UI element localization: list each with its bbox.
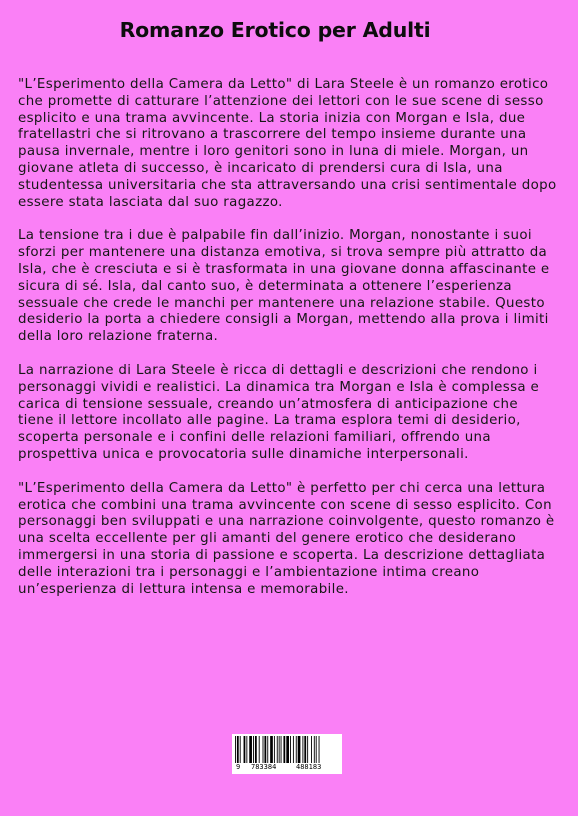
barcode-bar [319,736,320,763]
barcode-bar [267,736,268,763]
barcode-bar [298,736,301,763]
barcode-bar [240,736,241,763]
barcode-bar [255,736,257,763]
isbn-barcode [232,734,342,774]
barcode-bar [274,736,275,763]
barcode-bar [293,736,294,763]
barcode-bars-graphic [235,736,339,763]
paragraph-4: "L’Esperimento della Camera da Letto" è perfetto per chi cerca una lettura erotica che combini una trama avvincente con scene di sesso esplicito. Con personaggi ben sviluppati e una narrazione coinvolgente, questo romanzo è una scelta eccellente per gli amanti del genere erotico che desiderano immergersi in una storia di passione e scoperta. La descrizione dettagliata delle interazioni tra i personaggi e l’ambientazione intima creano un’esperienza di lettura intensa e memorabile. [18,480,555,597]
barcode-bar [259,736,260,763]
barcode-group-left: 783384 [251,763,277,771]
barcode-bar [302,736,303,763]
paragraph-3: La narrazione di Lara Steele è ricca di dettagli e descrizioni che rendono i personaggi vividi e realistici. La dinamica tra Morgan e Isla è complessa e carica di tensione sessuale, creando un’atmosfera di anticipazione che tiene il lettore incollato alle pagine. La trama esplora temi di desiderio, scoperta personale e i confini delle relazioni familiari, offrendo una prospettiva unica e provocatoria sulle dinamiche interpersonali. [18,362,540,462]
barcode-bar [253,736,254,763]
barcode-bar [307,736,308,763]
paragraph-1: "L’Esperimento della Camera da Letto" di Lara Steele è un romanzo erotico che promette di catturare l’attenzione dei lettori con le sue scene di sesso esplicito e una trama avvincente. La storia inizia con Morgan e Isla, due fratellastri che si ritrovano a trascorrere del tempo insieme durante una pausa invernale, mentre i loro genitori sono in luna di miele. Morgan, un giovane atleta di successo, è incaricato di prendersi cura di Isla, una studentessa universitaria che sta attraversando una crisi sentimentale dopo essere stata lasciata dal suo ragazzo. [18,77,557,210]
barcode-bar [296,736,297,763]
barcode-group-right: 488183 [296,763,322,771]
barcode-bar [264,736,266,763]
barcode-bar [235,736,236,763]
barcode-bar [237,736,239,763]
barcode-digits [234,762,340,772]
synopsis-text [18,77,558,615]
barcode-bar [279,736,280,763]
barcode-bar [314,736,315,763]
barcode-bar [249,736,252,763]
barcode-bar [270,736,273,763]
barcode-bar [283,736,285,763]
barcode-bar [304,736,306,763]
barcode-bar [244,736,246,763]
barcode-bar [311,736,312,763]
page-title: Romanzo Erotico per Adulti [119,18,431,42]
barcode-prefix: 9 [236,763,241,771]
barcode-bar [316,736,317,763]
barcode-bar [281,736,282,763]
barcode-bar [290,736,291,763]
barcode-bar [246,736,247,763]
barcode-bar [286,736,289,763]
barcode-bar [263,736,264,763]
paragraph-2: La tensione tra i due è palpabile fin dall’inizio. Morgan, nonostante i suoi sforzi per mantenere una distanza emotiva, si trova sempre più attratto da Isla, che è cresciuta e si è trasformata in una giovane donna affascinante e sicura di sé. Isla, dal canto suo, è determinata a ottenere l’esperienza sessuale che crede le manchi per mantenere una relazione stabile. Questo desiderio la porta a chiedere consigli a Morgan, mettendo alla prova i limiti della loro relazione fraterna. [18,228,550,345]
barcode-bar [277,736,278,763]
